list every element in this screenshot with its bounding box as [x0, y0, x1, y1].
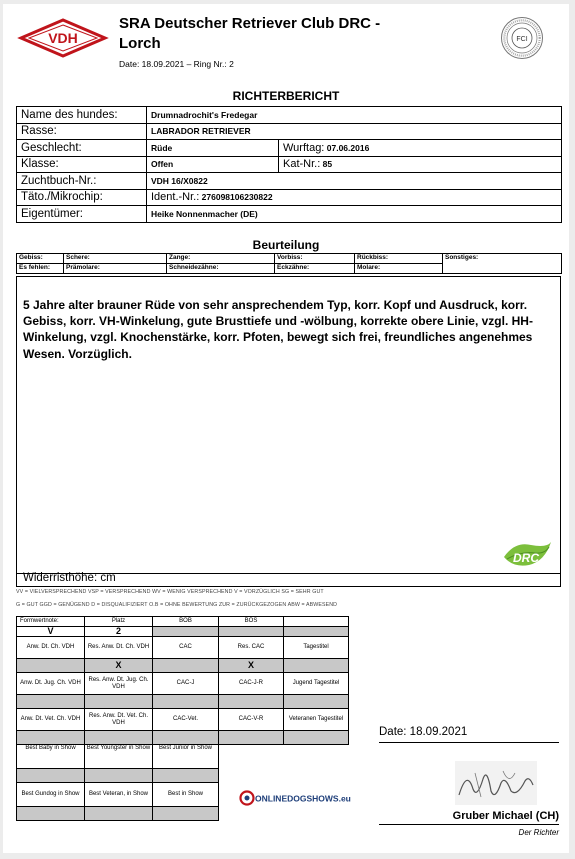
- table-row: [17, 107, 562, 124]
- title-cell: Res. CAC: [219, 637, 284, 659]
- name-label: Name des hundes:: [17, 107, 147, 124]
- height-label: Widerristhöhe: cm: [23, 572, 116, 584]
- table-row: [17, 673, 349, 695]
- best-cell: Best in Show: [153, 783, 219, 807]
- empty-cell: [85, 769, 153, 783]
- dob-cell: [279, 140, 562, 157]
- dog-info-table: [16, 106, 562, 223]
- empty-cell: [284, 695, 349, 709]
- judge-name: Gruber Michael (CH): [379, 810, 559, 825]
- empty-cell: [284, 731, 349, 745]
- report-page: [3, 4, 569, 853]
- teeth-cell: Prämolare:: [64, 264, 167, 274]
- legend-line-1: VV = VIELVERSPRECHEND VSP = VERSPRECHEND WV = WENIG VERSPRECHEND V = VORZÜGLICH SG = SEHR GUT: [16, 589, 324, 595]
- teeth-cell: Eckzähne:: [275, 264, 355, 274]
- teeth-cell: Es fehlen:: [17, 264, 64, 274]
- table-row: [17, 807, 349, 821]
- award-mark: [153, 659, 219, 673]
- results-header: BOB: [153, 617, 219, 627]
- class-label: Klasse:: [17, 156, 147, 173]
- best-cell: Best Gundog in Show: [17, 783, 85, 807]
- dog-dob: 07.06.2016: [326, 142, 370, 153]
- chip-prefix: Ident.-Nr.:: [151, 191, 200, 204]
- teeth-cell: Molare:: [355, 264, 443, 274]
- title-cell: Res. Anw. Dt. Ch. VDH: [85, 637, 153, 659]
- comment-box: [16, 276, 561, 574]
- empty-cell: [85, 695, 153, 709]
- judge-comment: 5 Jahre alter brauner Rüde von sehr ansprechendem Typ, korr. Kopf und Ausdruck, korr. Gebiss, korr. VH-Winkelung, gute Brusttiefe und -wölbung, korrekte obere Linie, vzgl. HH-Winkelung, vzgl. Knochenstärke, korr. Pfoten, bewegt sich frei, freundliches angenehmes Wesen. Vorzüglich.: [23, 298, 533, 361]
- dog-cat: 85: [322, 159, 333, 170]
- cat-label: Kat-Nr.:: [283, 158, 321, 171]
- teeth-cell: Schere:: [64, 254, 167, 264]
- fci-logo-text: FCI: [516, 36, 528, 43]
- sex-label: Geschlecht:: [17, 140, 147, 157]
- dog-sex: Rüde: [147, 140, 279, 157]
- title-cell: CAC: [153, 637, 219, 659]
- dob-label: Wurftag:: [283, 141, 325, 154]
- teeth-cell: Gebiss:: [17, 254, 64, 264]
- table-row: [17, 745, 349, 769]
- table-row: [17, 659, 349, 673]
- title-cell: Tagestitel: [284, 637, 349, 659]
- empty-cell: [153, 769, 219, 783]
- teeth-table: [16, 253, 562, 274]
- title-cell: Veteranen Tagestitel: [284, 709, 349, 731]
- bob-value: [153, 627, 219, 637]
- table-row: [17, 156, 562, 173]
- award-mark: [17, 659, 85, 673]
- title-cell: CAC-J: [153, 673, 219, 695]
- drc-logo-text: DRC: [513, 551, 539, 565]
- table-row: [17, 731, 349, 745]
- table-row: [17, 173, 562, 190]
- dog-chip: 276098106230822: [201, 192, 273, 203]
- results-header: [284, 617, 349, 627]
- results-value: [284, 627, 349, 637]
- empty-cell: [153, 731, 219, 745]
- show-date-ring: Date: 18.09.2021 – Ring Nr.: 2: [119, 59, 234, 69]
- dog-name: Drumnadrochit's Fredegar: [147, 107, 562, 124]
- best-cell: Best Veteran, in Show: [85, 783, 153, 807]
- vdh-logo: [19, 18, 107, 58]
- cat-cell: [279, 156, 562, 173]
- report-title: RICHTERBERICHT: [232, 89, 340, 103]
- empty-cell: [17, 731, 85, 745]
- results-header: Platz: [85, 617, 153, 627]
- table-row: [17, 617, 349, 627]
- teeth-cell: Vorbiss:: [275, 254, 355, 264]
- ods-logo-text: ONLINEDOGSHOWS.eu: [255, 793, 351, 804]
- teeth-cell: Sonstiges:: [443, 254, 562, 274]
- teeth-cell: Schneidezähne:: [167, 264, 275, 274]
- formwert-value: V: [17, 627, 85, 637]
- title-cell: Res. Anw. Dt. Vet. Ch. VDH: [85, 709, 153, 731]
- results-header: BOS: [219, 617, 284, 627]
- teeth-cell: Rückbiss:: [355, 254, 443, 264]
- dog-breed: LABRADOR RETRIEVER: [147, 123, 562, 140]
- empty-cell: [17, 807, 85, 821]
- dog-class: Offen: [147, 156, 279, 173]
- empty-cell: [85, 731, 153, 745]
- club-title-line2: Lorch: [119, 35, 161, 52]
- table-row: [17, 123, 562, 140]
- award-mark: X: [219, 659, 284, 673]
- height-box: [16, 572, 561, 587]
- best-cell: Best Junior in Show: [153, 745, 219, 769]
- club-title-line1: SRA Deutscher Retriever Club DRC -: [119, 15, 381, 32]
- legend-line-2: G = GUT GGD = GENÜGEND D = DISQUALIFIZIERT O.B = OHNE BEWERTUNG ZUR = ZURÜCKGEZOGEN ABW = ABWESEND: [16, 602, 338, 608]
- table-row: [17, 709, 349, 731]
- award-mark: [284, 659, 349, 673]
- owner-label: Eigentümer:: [17, 206, 147, 223]
- title-cell: Res. Anw. Dt. Jug. Ch. VDH: [85, 673, 153, 695]
- chip-label: Täto./Mikrochip:: [17, 189, 147, 206]
- empty-cell: [219, 695, 284, 709]
- beurteilung-title: Beurteilung: [252, 238, 320, 252]
- table-row: [17, 254, 562, 264]
- judge-signature: [455, 761, 537, 805]
- table-row: [17, 769, 349, 783]
- empty-cell: [153, 695, 219, 709]
- results-header: Formwertnote:: [17, 617, 85, 627]
- empty-cell: [219, 731, 284, 745]
- best-cell: Best Baby in Show: [17, 745, 85, 769]
- chip-cell: [147, 189, 562, 206]
- table-row: [17, 189, 562, 206]
- teeth-cell: Zange:: [167, 254, 275, 264]
- empty-cell: [17, 695, 85, 709]
- title-cell: CAC-V-R: [219, 709, 284, 731]
- table-row: [17, 627, 349, 637]
- title-cell: CAC-J-R: [219, 673, 284, 695]
- empty-cell: [17, 769, 85, 783]
- drc-logo: [501, 539, 553, 569]
- club-title: [119, 14, 429, 54]
- title-cell: Jugend Tagestitel: [284, 673, 349, 695]
- title-cell: CAC-Vet.: [153, 709, 219, 731]
- table-row: [17, 637, 349, 659]
- breed-label: Rasse:: [17, 123, 147, 140]
- table-row: [17, 695, 349, 709]
- vdh-logo-text: VDH: [48, 30, 78, 46]
- fci-logo: [500, 16, 544, 60]
- best-cell: Best Youngster in Show: [85, 745, 153, 769]
- bos-value: [219, 627, 284, 637]
- empty-cell: [153, 807, 219, 821]
- studbook-label: Zuchtbuch-Nr.:: [17, 173, 147, 190]
- dog-owner: Heike Nonnenmacher (DE): [147, 206, 562, 223]
- award-mark: X: [85, 659, 153, 673]
- judge-role: Der Richter: [518, 828, 559, 837]
- onlinedogshows-logo: [239, 788, 351, 808]
- table-row: [17, 206, 562, 223]
- title-cell: Anw. Dt. Jug. Ch. VDH: [17, 673, 85, 695]
- dog-studbook: VDH 16/X0822: [147, 173, 562, 190]
- title-cell: Anw. Dt. Ch. VDH: [17, 637, 85, 659]
- title-cell: Anw. Dt. Vet. Ch. VDH: [17, 709, 85, 731]
- table-row: [17, 140, 562, 157]
- empty-cell: [85, 807, 153, 821]
- placement-value: 2: [85, 627, 153, 637]
- footer-date: Date: 18.09.2021: [379, 726, 559, 743]
